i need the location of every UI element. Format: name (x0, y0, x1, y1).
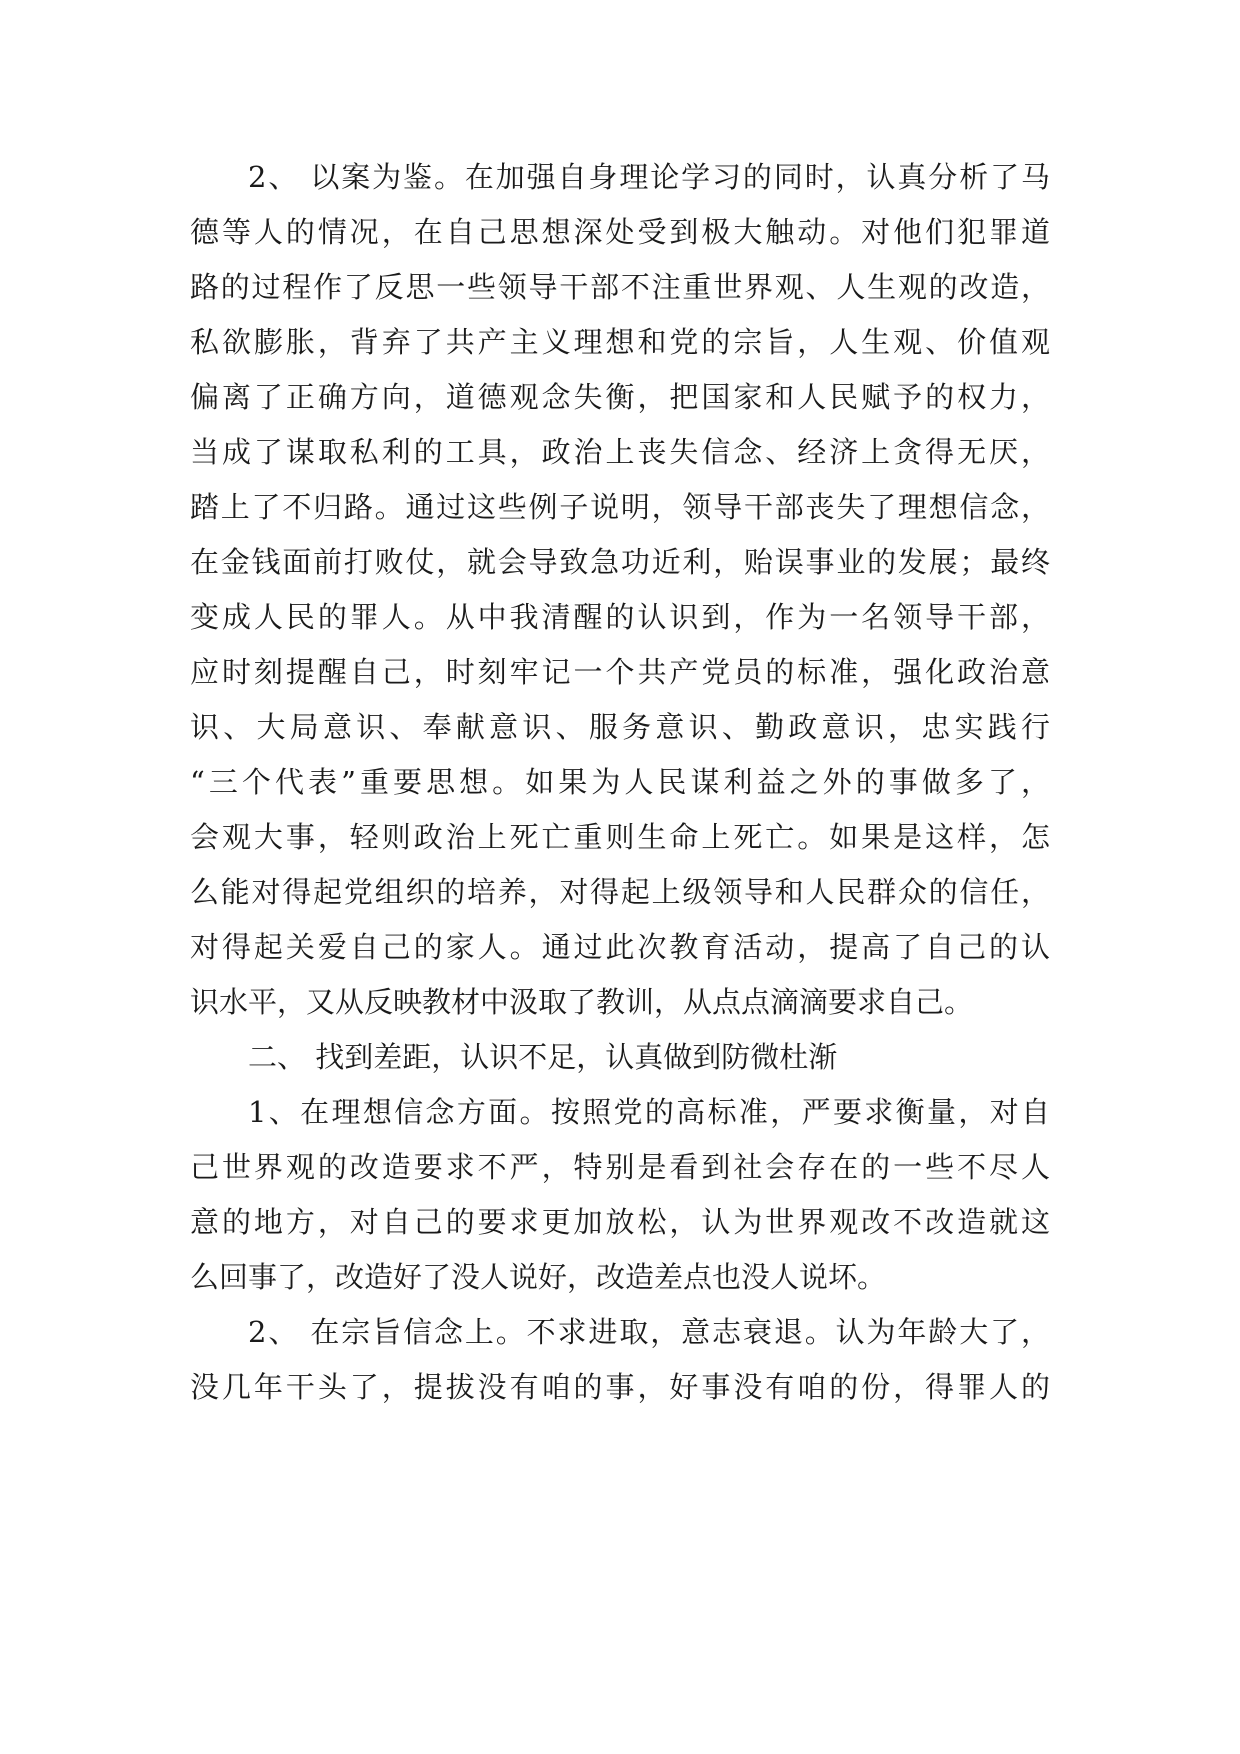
text-line: 么能对得起党组织的培养，对得起上级领导和人民群众的信任， (190, 875, 1050, 909)
paragraph-purpose (190, 1305, 1050, 1415)
text-line: 识、大局意识、奉献意识、服务意识、勤政意识，忠实践行 (190, 710, 1050, 744)
text-line: 变成人民的罪人。从中我清醒的认识到，作为一名领导干部， (190, 600, 1050, 634)
text-line: 会观大事，轻则政治上死亡重则生命上死亡。如果是这样，怎 (190, 820, 1050, 854)
text-line: 意的地方，对自己的要求更加放松，认为世界观改不改造就这 (190, 1205, 1050, 1239)
text-line: 路的过程作了反思一些领导干部不注重世界观、人生观的改造， (190, 270, 1050, 304)
text-line: 偏离了正确方向，道德观念失衡，把国家和人民赋予的权力， (190, 380, 1050, 414)
document-body (190, 150, 1050, 1415)
text-line: 私欲膨胀，背弃了共产主义理想和党的宗旨，人生观、价值观 (190, 325, 1050, 359)
paragraph-ideals (190, 1085, 1050, 1305)
paragraph-case-study (190, 150, 1050, 1030)
section-heading (190, 1030, 1050, 1085)
text-line: 在金钱面前打败仗，就会导致急功近利，贻误事业的发展；最终 (190, 545, 1050, 579)
heading-line: 二、 找到差距，认识不足，认真做到防微杜渐 (248, 1040, 838, 1074)
text-line: 1、在理想信念方面。按照党的高标准，严要求衡量，对自 (248, 1095, 1050, 1129)
text-line: 当成了谋取私利的工具，政治上丧失信念、经济上贪得无厌， (190, 435, 1050, 469)
text-line: 识水平，又从反映教材中汲取了教训，从点点滴滴要求自己。 (190, 985, 974, 1019)
text-line: 2、 以案为鉴。在加强自身理论学习的同时，认真分析了马 (248, 160, 1050, 194)
text-line: 应时刻提醒自己，时刻牢记一个共产党员的标准，强化政治意 (190, 655, 1050, 689)
text-line: 2、 在宗旨信念上。不求进取，意志衰退。认为年龄大了， (248, 1315, 1050, 1349)
text-line: “三个代表”重要思想。如果为人民谋利益之外的事做多了， (190, 765, 1050, 799)
text-line: 踏上了不归路。通过这些例子说明，领导干部丧失了理想信念， (190, 490, 1050, 524)
text-line: 德等人的情况，在自己思想深处受到极大触动。对他们犯罪道 (190, 215, 1050, 249)
text-line: 己世界观的改造要求不严，特别是看到社会存在的一些不尽人 (190, 1150, 1050, 1184)
text-line: 没几年干头了，提拔没有咱的事，好事没有咱的份，得罪人的 (190, 1370, 1050, 1404)
text-line: 对得起关爱自己的家人。通过此次教育活动，提高了自己的认 (190, 930, 1050, 964)
text-line: 么回事了，改造好了没人说好，改造差点也没人说坏。 (190, 1260, 887, 1294)
